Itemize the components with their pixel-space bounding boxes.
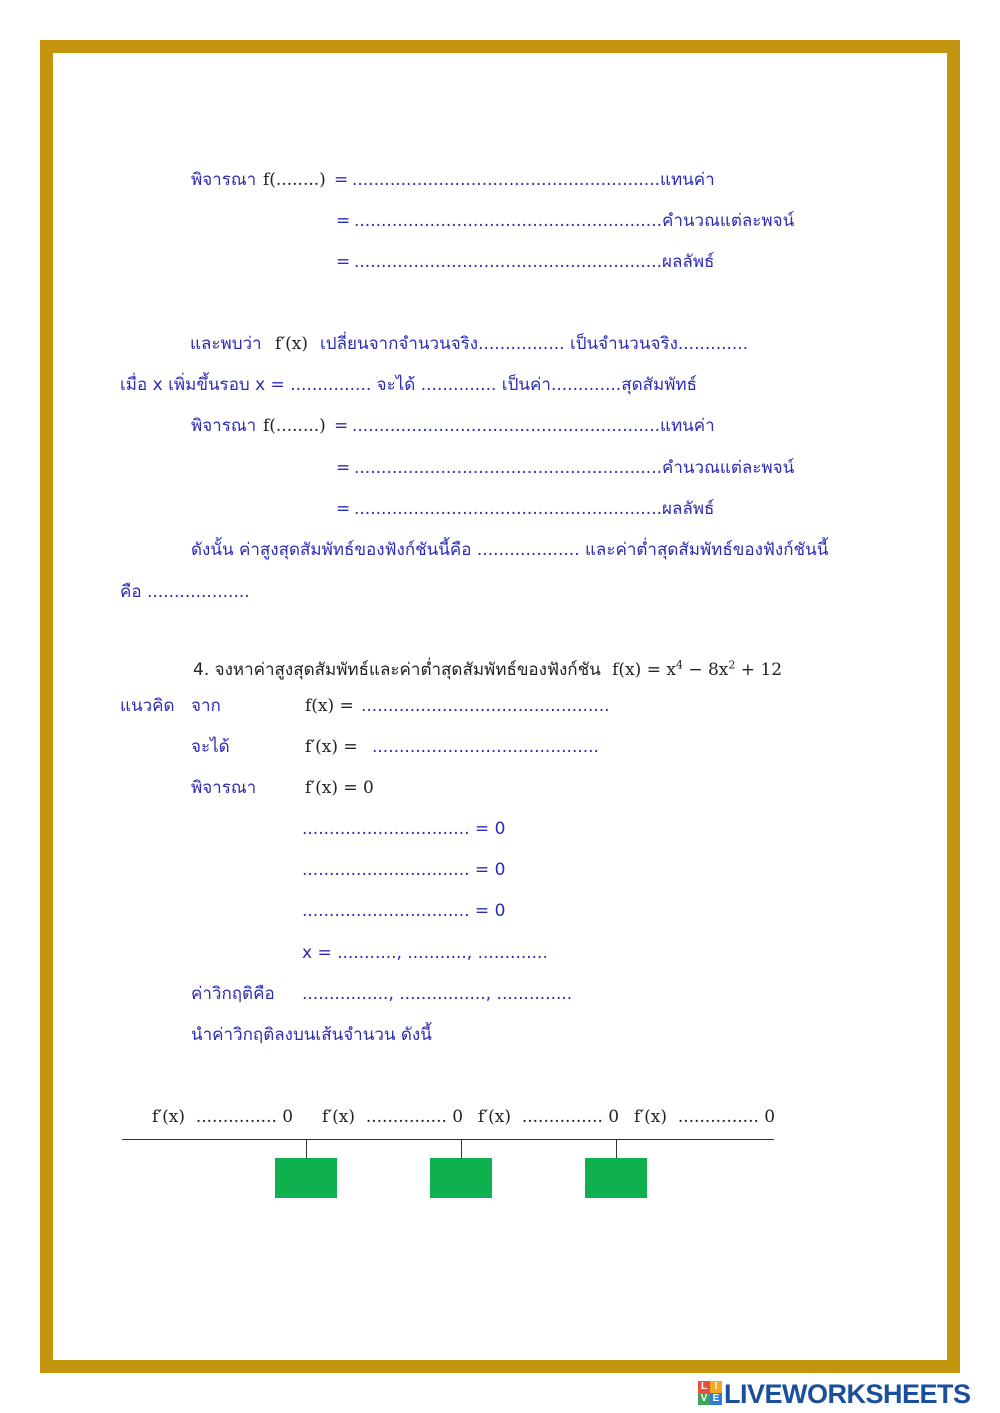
sign-blank-4[interactable]: ............... 0 [677,1107,776,1127]
logo-letter-v: V [698,1393,710,1405]
fx-answer-blank[interactable]: .............................................. [361,696,610,716]
logo-letter-l: L [698,1381,710,1393]
func-end: + 12 [735,660,783,680]
brand-name: LIVEWORKSHEETS [724,1379,971,1409]
question-4-text: 4. จงหาค่าสูงสุดสัมพัทธ์และค่าต่ำสุดสัมพัทธ์ของฟังก์ชัน [193,660,601,680]
fprime-1: f′(x) [152,1107,186,1127]
result-line-2[interactable]: .........................................................ผลลัพธ์ [354,499,715,519]
critical-values-label: ค่าวิกฤติคือ [191,984,275,1004]
equals-1: = [334,170,349,190]
zero-equation-3[interactable]: ............................... = 0 [302,901,506,921]
fprime-3: f′(x) [478,1107,512,1127]
consider-label-1: พิจารณา [191,170,257,190]
result-line-1[interactable]: .........................................................ผลลัพธ์ [354,252,715,272]
fpx-zero: f′(x) = 0 [305,778,374,798]
critical-values-blank[interactable]: ................, ................, .............. [302,984,573,1004]
logo-icon [698,1381,722,1405]
equals-4: = [334,416,349,436]
consider-label-2: พิจารณา [191,416,257,436]
equals-2: = [336,211,351,231]
critical-value-drop-box-3[interactable] [585,1158,647,1198]
sign-change-text[interactable]: เปลี่ยนจากจำนวนจริง................ เป็นจำนวนจริง............. [320,334,749,354]
fprime-4: f′(x) [634,1107,668,1127]
numberline-label-1[interactable] [152,1107,293,1127]
func-exp-2: 2 [728,658,736,672]
fprime-label: f′(x) [275,334,309,354]
numberline-label-3[interactable] [478,1107,619,1127]
number-line-tick-2 [461,1139,462,1159]
critical-value-drop-box-2[interactable] [430,1158,492,1198]
and-found-label: และพบว่า [190,334,262,354]
equals-3: = [336,252,351,272]
question-4-function [612,660,782,680]
numberline-instruction: นำค่าวิกฤติลงบนเส้นจำนวน ดังนี้ [191,1025,432,1045]
fprime-2: f′(x) [322,1107,356,1127]
numberline-label-4[interactable] [634,1107,775,1127]
critical-value-drop-box-1[interactable] [275,1158,337,1198]
zero-equation-2[interactable]: ............................... = 0 [302,860,506,880]
number-line-tick-3 [616,1139,617,1159]
sign-blank-2[interactable]: ............... 0 [365,1107,464,1127]
func-mid: − 8x [682,660,729,680]
conclusion-text-2[interactable]: คือ ................... [120,582,250,602]
consider-label-3: พิจารณา [191,778,257,798]
f-dots-2: f(........) [263,416,326,436]
equals-6: = [336,499,351,519]
conclusion-text[interactable]: ดังนั้น ค่าสูงสุดสัมพัทธ์ของฟังก์ชันนี้คือ ................... และค่าต่ำสุดสัมพัทธ์ของฟังก์ชันนี้ [191,540,829,560]
when-x-increases-text[interactable]: เมื่อ x เพิ่มขึ้นรอบ x = ............... จะได้ .............. เป็นค่า.............สุดสัมพัทธ์ [120,375,697,395]
func-lhs: f(x) = x [612,660,676,680]
sign-blank-3[interactable]: ............... 0 [521,1107,620,1127]
substitute-line-1[interactable]: .........................................................แทนค่า [352,170,715,190]
compute-line-2[interactable]: .........................................................คำนวณแต่ละพจน์ [354,458,795,478]
substitute-line-2[interactable]: .........................................................แทนค่า [352,416,715,436]
sign-blank-1[interactable]: ............... 0 [195,1107,294,1127]
logo-letter-i: I [710,1381,722,1393]
question-4-prompt [193,660,782,680]
approach-label: แนวคิด [120,696,175,716]
compute-line-1[interactable]: .........................................................คำนวณแต่ละพจน์ [354,211,795,231]
get-label: จะได้ [191,737,230,757]
zero-equation-1[interactable]: ............................... = 0 [302,819,506,839]
f-dots-1: f(........) [263,170,326,190]
fpx-answer-blank[interactable]: .......................................... [372,737,599,757]
number-line [122,1139,774,1140]
func-exp-4: 4 [675,658,683,672]
fpx-label: f′(x) = [305,737,358,757]
logo-letter-e: E [710,1393,722,1405]
fx-label: f(x) = [305,696,354,716]
number-line-tick-1 [306,1139,307,1159]
numberline-label-2[interactable] [322,1107,463,1127]
x-values-line[interactable]: x = ..........., ..........., ............. [302,943,548,963]
equals-5: = [336,458,351,478]
from-label: จาก [191,696,221,716]
